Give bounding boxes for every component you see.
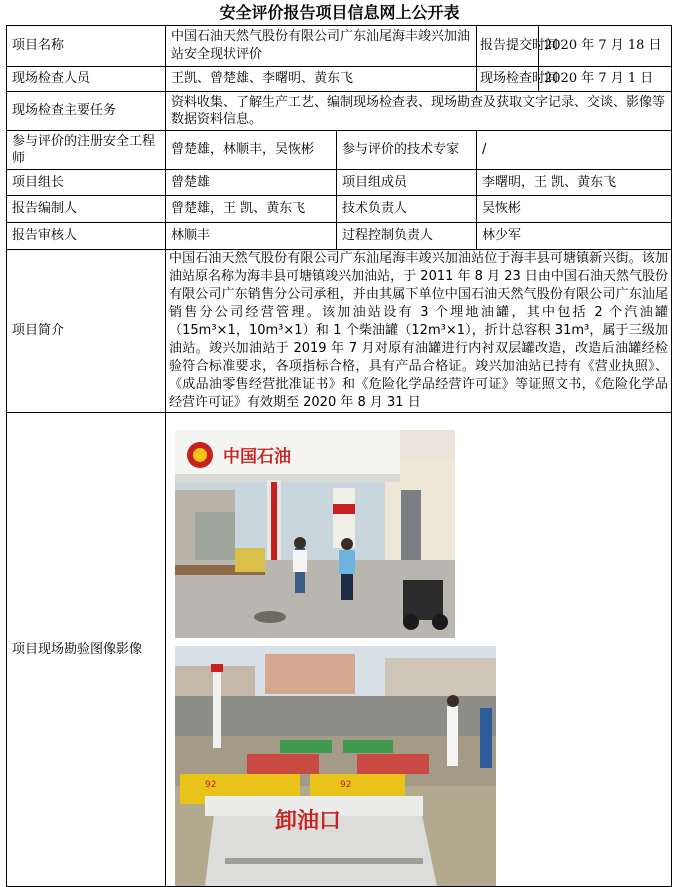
leader-value: 曾楚雄 [166,170,337,196]
reviewer-label: 报告审核人 [7,223,166,250]
info-table [6,25,672,887]
row-engineers [7,131,672,170]
engineers-value: 曾楚雄，林顺丰，吴恢彬 [166,131,337,170]
expert-value: / [477,131,672,170]
row-leader [7,170,672,196]
inspection-time-value: 2020 年 7 月 1 日 [539,67,672,92]
leader-label: 项目组长 [7,170,166,196]
tasks-label: 现场检查主要任务 [7,92,166,131]
project-name-label: 项目名称 [7,26,166,67]
tech-lead-label: 技术负责人 [337,196,477,223]
row-project-name [7,26,672,67]
editor-label: 报告编制人 [7,196,166,223]
row-editor [7,196,672,223]
inspection-time-label: 现场检查时间 [477,67,539,92]
expert-label: 参与评价的技术专家 [337,131,477,170]
row-inspectors [7,67,672,92]
reviewer-value: 林顺丰 [166,223,337,250]
photos-cell [166,413,672,887]
members-label: 项目组成员 [337,170,477,196]
tank-label-1: 92 [205,780,217,790]
row-tasks [7,92,672,131]
tech-lead-value: 吴恢彬 [477,196,672,223]
submit-time-label: 报告提交时间 [477,26,539,67]
station-sign-text: 中国石油 [223,447,291,467]
site-photo-tanks [175,646,496,886]
process-control-value: 林少军 [477,223,672,250]
inspectors-value: 王凯、曾楚雄、李曙明、黄东飞 [166,67,477,92]
unload-port-text: 卸油口 [275,809,342,834]
tasks-value: 资料收集、了解生产工艺、编制现场检查表、现场勘查及获取文字记录、交谈、影像等数据资料信息。 [166,92,672,131]
process-control-label: 过程控制负责人 [337,223,477,250]
intro-value: 中国石油天然气股份有限公司广东汕尾海丰竣兴加油站位于海丰县可塘镇新兴街。该加油站原名称为海丰县可塘镇竣兴加油站，于 2011 年 8 月 23 日由中国石油天然气股份有限公司广东销售分公司承租，并由其属下单位中国石油天然气股份有限公司广东汕尾销售分公司经营管理。该加油站设有 3 个埋地油罐，其中包括 2 个汽油罐（15m³×1，10m³×1）和 1 个柴油罐（12m³×1），折计总容积 31m³，属于三级加油站。竣兴加油站于 2019 年 7 月对原有油罐进行内衬双层罐改造，改造后油罐经检验符合标准要求，各项指标合格，具有产品合格证。竣兴加油站已持有《营业执照》、《成品油零售经营批准证书》和《危险化学品经营许可证》等证照文书，《危险化学品经营许可证》有效期至 2020 年 8 月 31 日 [166,250,672,413]
page-title: 安全评价报告项目信息网上公开表 [219,3,460,22]
submit-time-value: 2020 年 7 月 18 日 [539,26,672,67]
intro-label: 项目简介 [7,250,166,413]
tank-label-2: 92 [340,780,352,790]
inspectors-label: 现场检查人员 [7,67,166,92]
photos-label: 项目现场勘验图像影像 [7,413,166,887]
engineers-label: 参与评价的注册安全工程师 [7,131,166,170]
row-photos [7,413,672,887]
editor-value: 曾楚雄，王 凯、黄东飞 [166,196,337,223]
row-reviewer [7,223,672,250]
row-intro [7,250,672,413]
members-value: 李曙明，王 凯、黄东飞 [477,170,672,196]
site-photo-station [175,430,455,638]
project-name-value: 中国石油天然气股份有限公司广东汕尾海丰竣兴加油站安全现状评价 [166,26,477,67]
